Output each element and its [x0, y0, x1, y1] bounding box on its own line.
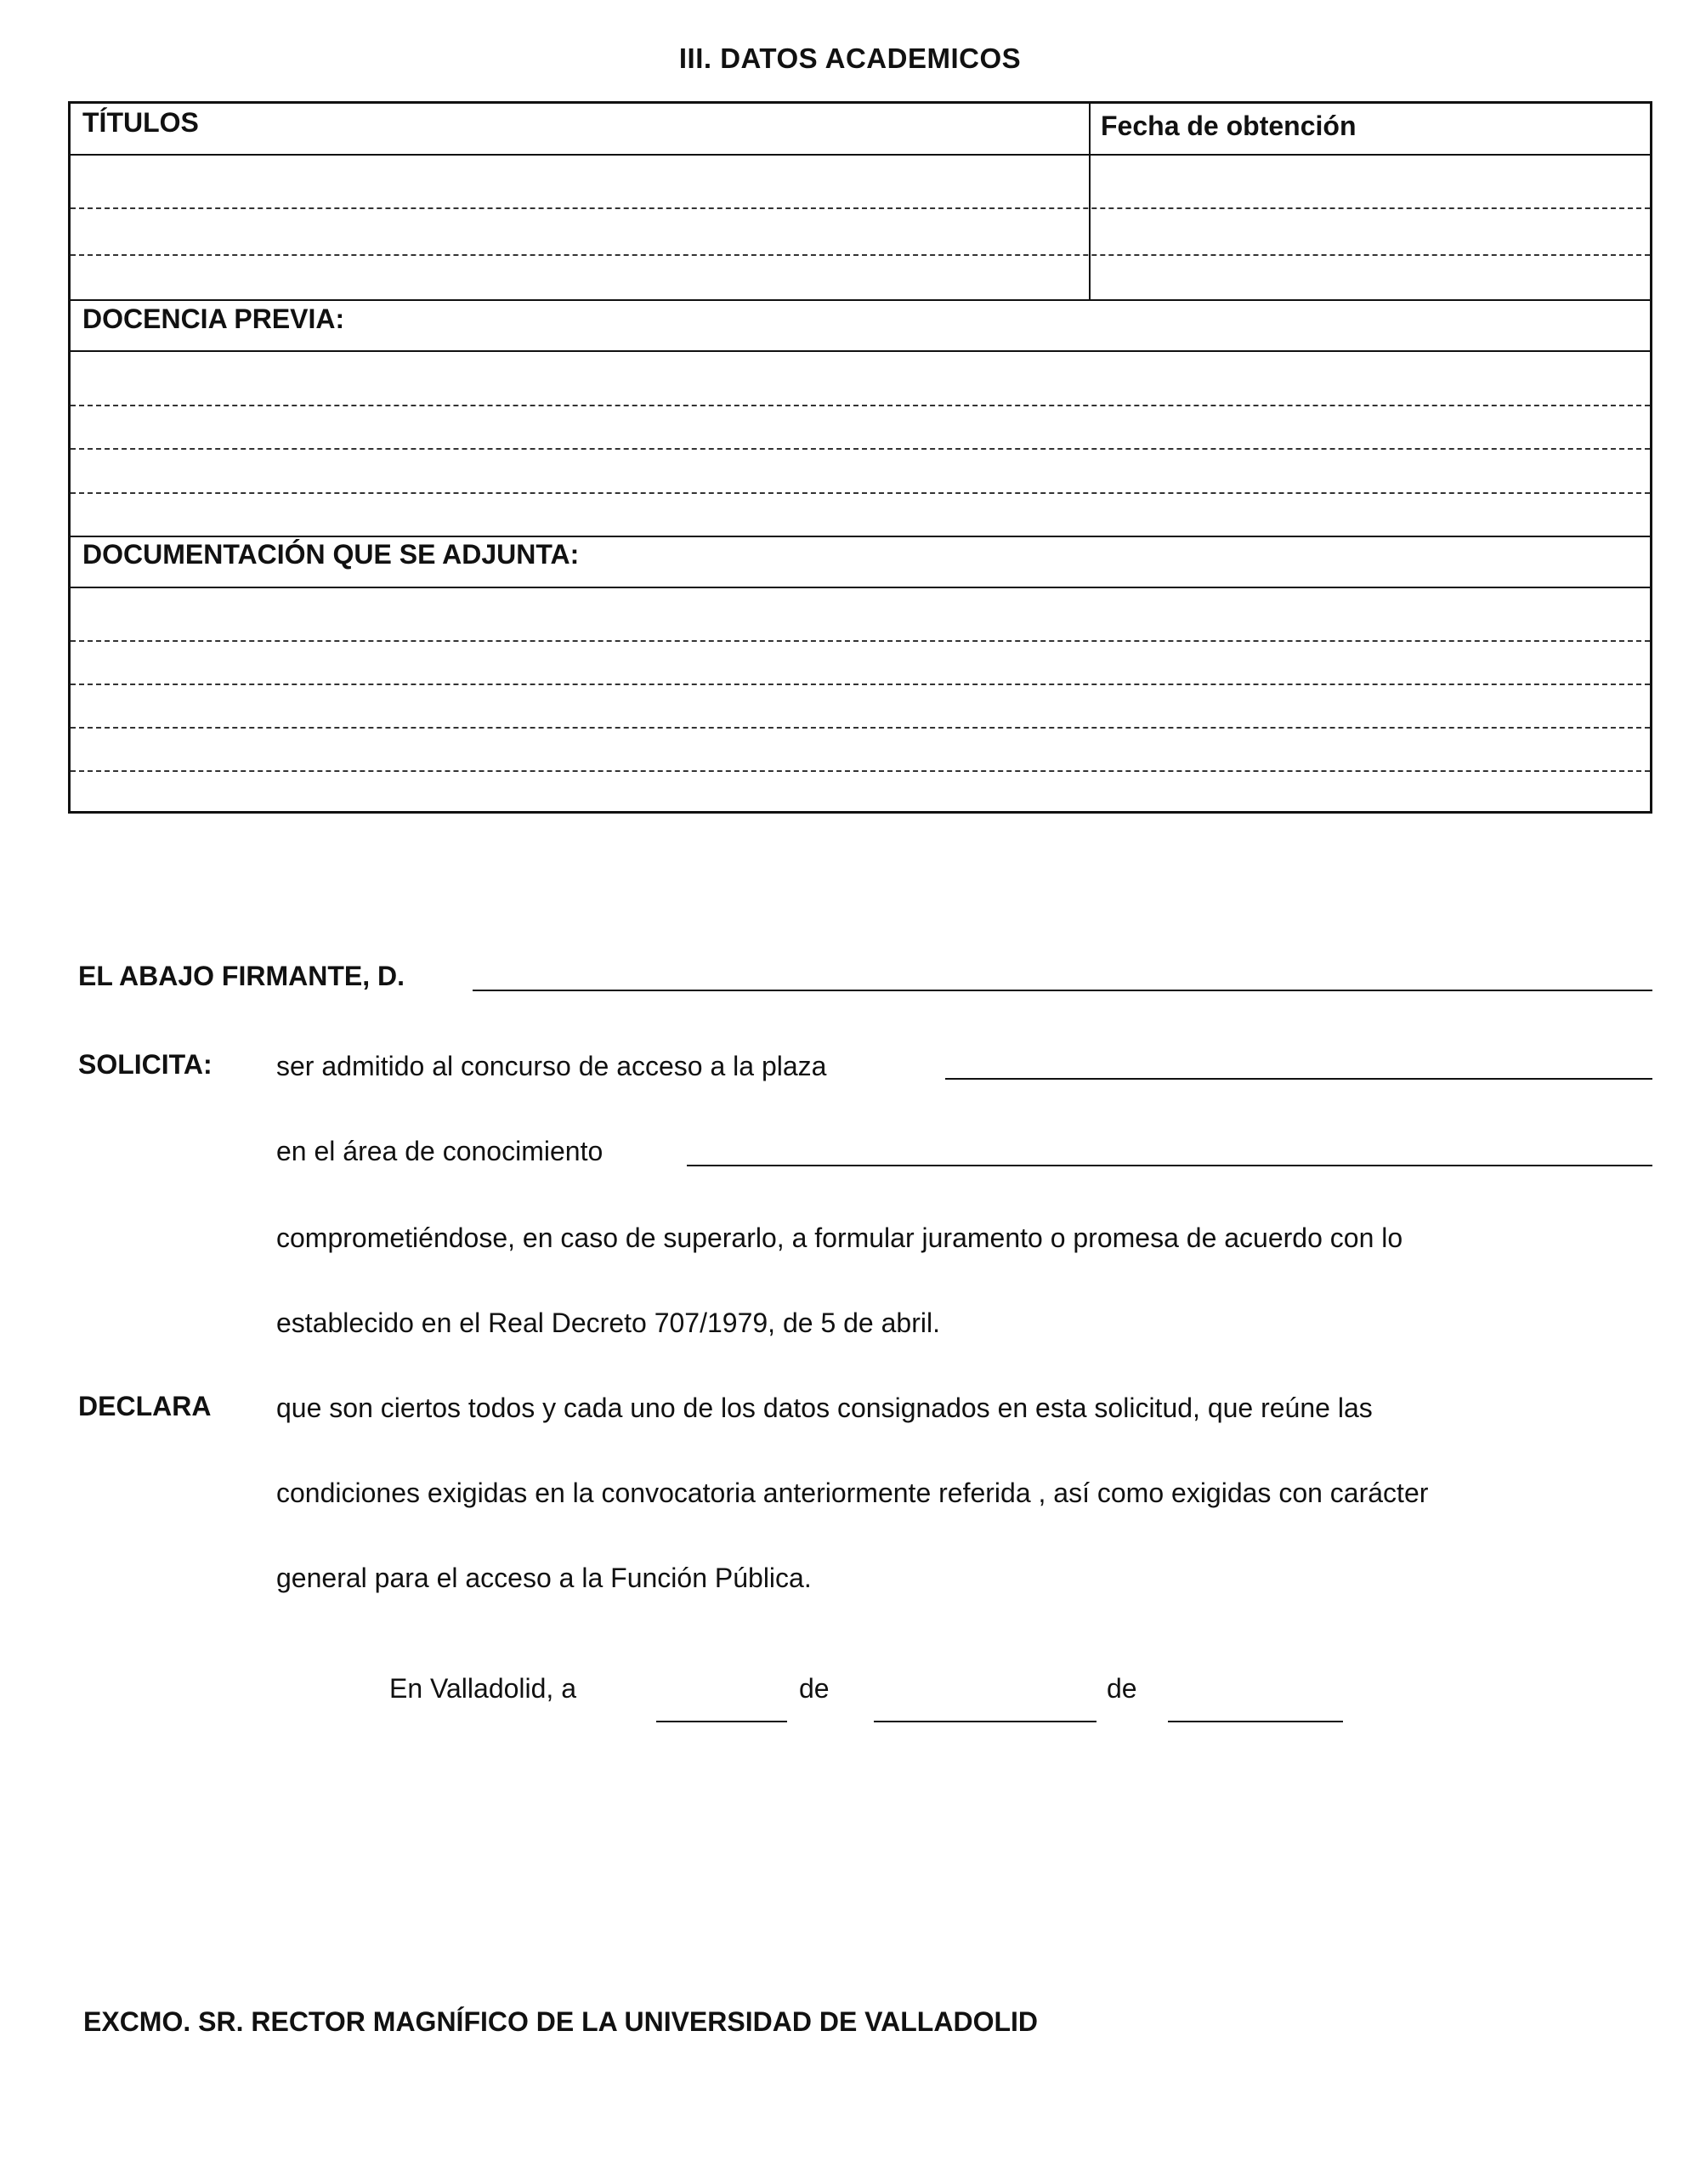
firmante-name-field[interactable] [473, 990, 1652, 991]
documentacion-header: DOCUMENTACIÓN QUE SE ADJUNTA: [82, 539, 580, 570]
fecha-row-2[interactable] [1092, 209, 1650, 253]
solicita-line-2: en el área de conocimiento [276, 1136, 604, 1166]
declara-label: DECLARA [78, 1391, 212, 1421]
docencia-previa-header: DOCENCIA PREVIA: [82, 303, 345, 334]
addressee: EXCMO. SR. RECTOR MAGNÍFICO DE LA UNIVERSIDAD DE VALLADOLID [83, 2006, 1038, 2037]
plaza-field[interactable] [945, 1078, 1652, 1080]
documentacion-row-4[interactable] [71, 729, 1650, 769]
titulos-row-3[interactable] [71, 256, 1089, 298]
date-prefix: En Valladolid, a [389, 1673, 576, 1704]
month-field[interactable] [874, 1721, 1096, 1722]
declara-line-3: general para el acceso a la Función Pública. [276, 1563, 812, 1593]
docencia-row-1[interactable] [71, 352, 1650, 403]
documentacion-row-2[interactable] [71, 642, 1650, 683]
solicita-line-3: comprometiéndose, en caso de superarlo, a formular juramento o promesa de acuerdo con lo [276, 1222, 1403, 1253]
fecha-row-3[interactable] [1092, 256, 1650, 298]
solicita-line-4: establecido en el Real Decreto 707/1979, de 5 de abril. [276, 1308, 940, 1338]
table-divider [71, 299, 1650, 301]
day-field[interactable] [656, 1721, 787, 1722]
solicita-line-1: ser admitido al concurso de acceso a la plaza [276, 1051, 827, 1081]
year-field[interactable] [1168, 1721, 1343, 1722]
titulos-header: TÍTULOS [82, 107, 199, 138]
academic-data-table [68, 101, 1652, 814]
table-divider [71, 536, 1650, 537]
titulos-row-1[interactable] [71, 156, 1089, 207]
solicita-label: SOLICITA: [78, 1049, 212, 1080]
fecha-obtencion-header: Fecha de obtención [1101, 111, 1357, 141]
date-de-2: de [1107, 1673, 1137, 1704]
docencia-row-3[interactable] [71, 450, 1650, 491]
docencia-row-2[interactable] [71, 406, 1650, 447]
firmante-label: EL ABAJO FIRMANTE, D. [78, 961, 405, 991]
documentacion-row-1[interactable] [71, 588, 1650, 639]
documentacion-row-5[interactable] [71, 772, 1650, 811]
area-conocimiento-field[interactable] [687, 1165, 1652, 1166]
titulos-row-2[interactable] [71, 209, 1089, 253]
column-divider [1089, 104, 1091, 299]
declara-line-2: condiciones exigidas en la convocatoria anteriormente referida , así como exigidas con carácter [276, 1478, 1429, 1508]
fecha-row-1[interactable] [1092, 156, 1650, 207]
documentacion-row-3[interactable] [71, 685, 1650, 726]
date-de-1: de [799, 1673, 830, 1704]
docencia-row-4[interactable] [71, 494, 1650, 535]
section-title: III. DATOS ACADEMICOS [678, 43, 1022, 74]
declara-line-1: que son ciertos todos y cada uno de los datos consignados en esta solicitud, que reúne las [276, 1393, 1373, 1423]
